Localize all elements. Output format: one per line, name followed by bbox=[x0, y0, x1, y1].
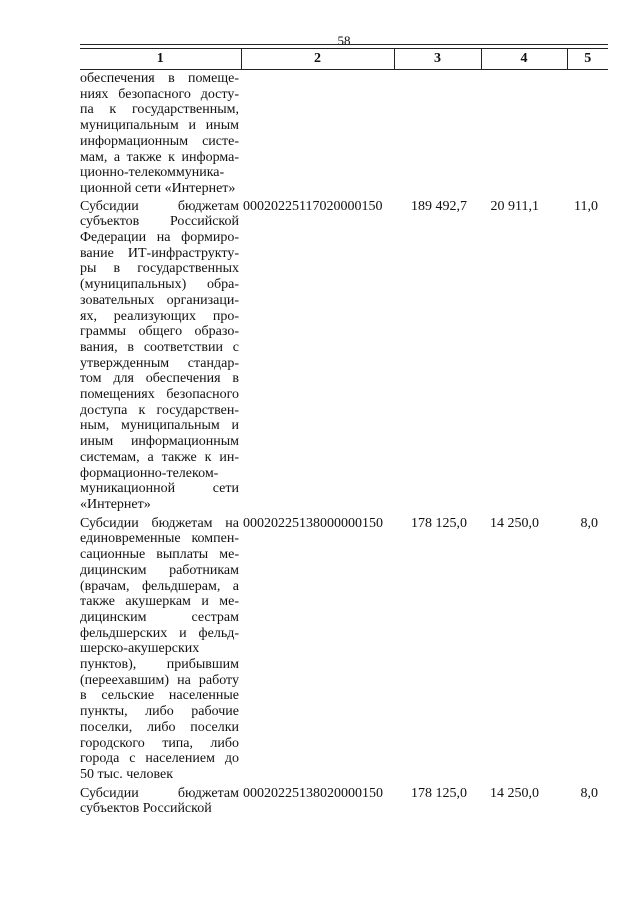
description-line: также акушеркам и ме- bbox=[80, 594, 239, 610]
row-value-col3 bbox=[394, 70, 481, 197]
row-description bbox=[80, 70, 241, 197]
description-line: Субсидии бюджетам bbox=[80, 785, 239, 801]
column-header-1: 1 bbox=[80, 49, 241, 70]
description-line: шерско-акушерских bbox=[80, 641, 200, 657]
top-rule bbox=[80, 44, 608, 45]
row-value-col5: 11,0 bbox=[574, 198, 598, 214]
description-line: Субсидии бюджетам bbox=[80, 198, 239, 214]
column-header-3: 3 bbox=[394, 49, 481, 70]
description-line: муниципальным и иным bbox=[80, 118, 239, 134]
column-header-2: 2 bbox=[241, 49, 394, 70]
description-line: дицинским работникам bbox=[80, 562, 239, 578]
description-line: доступа к государствен- bbox=[80, 402, 239, 418]
row-code: 00020225138020000150 bbox=[243, 785, 383, 801]
description-line: Субсидии бюджетам на bbox=[80, 515, 239, 531]
page-number: 58 bbox=[337, 33, 351, 48]
description-line: том для обеспечения в bbox=[80, 371, 239, 387]
description-line: утвержденным стандар- bbox=[80, 355, 239, 371]
description-line: фельдшерских и фельд- bbox=[80, 625, 239, 641]
description-line: субъектов Российской bbox=[80, 801, 212, 817]
description-line: пункты, либо рабочие bbox=[80, 704, 239, 720]
row-value-col3: 189 492,7 bbox=[411, 198, 467, 214]
description-line: вания, в соответствии с bbox=[80, 339, 239, 355]
description-line: ры в государственных bbox=[80, 261, 239, 277]
description-line: дицинским сестрам bbox=[80, 609, 239, 625]
table-row bbox=[80, 197, 608, 513]
table-row bbox=[80, 513, 608, 783]
description-line: (переехавшим) на работу bbox=[80, 672, 239, 688]
description-line: городского типа, либо bbox=[80, 735, 239, 751]
row-value-col4 bbox=[481, 70, 567, 197]
description-line: единовременные компен- bbox=[80, 531, 239, 547]
description-line: обеспечения в помеще- bbox=[80, 71, 239, 86]
description-line: ционной сети «Интернет» bbox=[80, 180, 236, 196]
row-code bbox=[241, 70, 394, 197]
description-line: ным, муниципальным и bbox=[80, 418, 239, 434]
description-line: в сельские населенные bbox=[80, 688, 239, 704]
row-value-col4: 14 250,0 bbox=[490, 785, 539, 801]
row-description bbox=[80, 783, 241, 817]
description-line: граммы общего образо- bbox=[80, 324, 239, 340]
description-line: па к государственным, bbox=[80, 102, 239, 118]
row-value-col5 bbox=[567, 70, 608, 197]
row-value-col5: 8,0 bbox=[580, 785, 598, 801]
row-description bbox=[80, 513, 241, 783]
description-line: поселки, либо поселки bbox=[80, 719, 239, 735]
description-line: зовательных организаци- bbox=[80, 292, 239, 308]
row-value-col4: 20 911,1 bbox=[490, 198, 539, 214]
description-line: муникационной сети bbox=[80, 481, 239, 497]
description-line: сационные выплаты ме- bbox=[80, 547, 239, 563]
description-line: формационно-телеком- bbox=[80, 465, 219, 481]
table-header-row bbox=[80, 49, 608, 70]
description-line: системам, а также к ин- bbox=[80, 449, 239, 465]
row-value-col3: 178 125,0 bbox=[411, 785, 467, 801]
description-line: мам, а также к информа- bbox=[80, 149, 239, 165]
row-value-col3: 178 125,0 bbox=[411, 515, 467, 531]
description-line: ционно-телекоммуника- bbox=[80, 165, 225, 181]
table-body bbox=[80, 70, 608, 818]
description-line: помещениях безопасного bbox=[80, 387, 239, 403]
row-code: 00020225117020000150 bbox=[243, 198, 383, 214]
description-line: иным информационным bbox=[80, 434, 239, 450]
row-value-col5: 8,0 bbox=[580, 515, 598, 531]
description-line: города с населением до bbox=[80, 751, 239, 767]
description-line: 50 тыс. человек bbox=[80, 766, 174, 782]
description-line: (муниципальных) обра- bbox=[80, 277, 239, 293]
description-line: (врачам, фельдшерам, а bbox=[80, 578, 239, 594]
description-line: субъектов Российской bbox=[80, 214, 239, 230]
table-row bbox=[80, 783, 608, 817]
description-line: «Интернет» bbox=[80, 496, 151, 512]
description-line: информационным систе- bbox=[80, 133, 239, 149]
description-line: пунктов), прибывшим bbox=[80, 657, 239, 673]
description-line: вание ИТ-инфраструкту- bbox=[80, 245, 239, 261]
column-header-5: 5 bbox=[567, 49, 608, 70]
budget-table bbox=[80, 48, 608, 817]
row-description bbox=[80, 197, 241, 513]
description-line: ях, реализующих про- bbox=[80, 308, 239, 324]
column-header-4: 4 bbox=[481, 49, 567, 70]
description-line: Федерации на формиро- bbox=[80, 230, 239, 246]
row-value-col4: 14 250,0 bbox=[490, 515, 539, 531]
description-line: ниях безопасного досту- bbox=[80, 86, 239, 102]
row-code: 00020225138000000150 bbox=[243, 515, 383, 531]
table-row bbox=[80, 70, 608, 197]
